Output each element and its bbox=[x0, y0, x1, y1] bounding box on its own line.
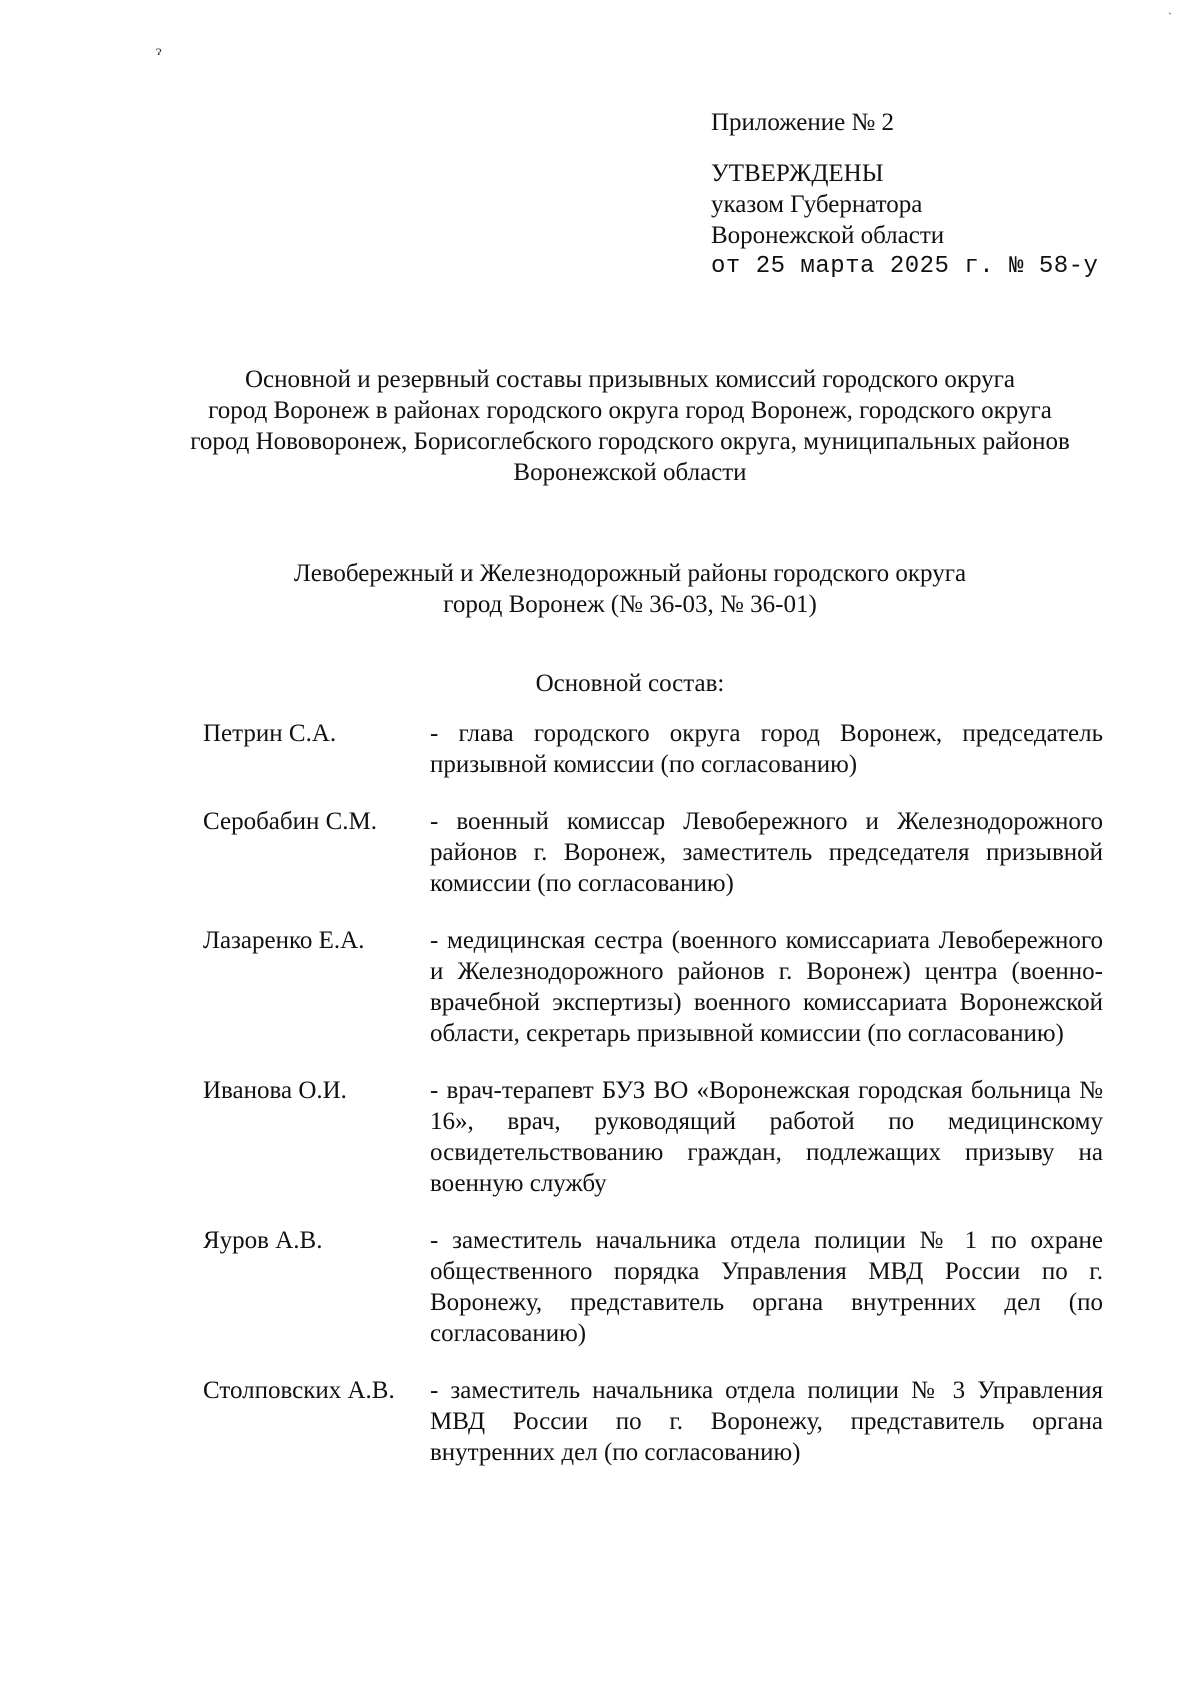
member-name: Петрин С.А. bbox=[203, 720, 337, 747]
title-line: город Воронеж в районах городского округа город Воронеж, городского округа bbox=[208, 397, 1052, 424]
member-name: Серобабин С.М. bbox=[203, 808, 378, 835]
member-role: - военный комиссар Левобережного и Железнодорожного районов г. Воронеж, заместитель председателя призывной комиссии (по согласованию) bbox=[430, 808, 1103, 897]
approved-label: УТВЕРЖДЕНЫ bbox=[711, 160, 884, 187]
district-heading bbox=[190, 558, 1070, 620]
member-name: Столповских А.В. bbox=[203, 1377, 395, 1404]
member-row bbox=[203, 718, 1103, 780]
member-row bbox=[203, 1225, 1103, 1349]
member-role: - врач-терапевт БУЗ ВО «Воронежская городская больница № 16», врач, руководящий работой по медицинскому освидетельствованию граждан, подлежащих призыву на военную службу bbox=[430, 1077, 1103, 1197]
district-line: Левобережный и Железнодорожный районы городского округа bbox=[293, 560, 967, 587]
member-name: Лазаренко Е.А. bbox=[203, 927, 365, 954]
title-line: город Нововоронеж, Борисоглебского городского округа, муниципальных районов bbox=[190, 428, 1070, 455]
member-row bbox=[203, 1375, 1103, 1468]
decree-label: указом Губернатора bbox=[711, 191, 923, 218]
member-role: - заместитель начальника отдела полиции № 1 по охране общественного порядка Управления МВД России по г. Воронежу, представитель органа внутренних дел (по согласованию) bbox=[430, 1227, 1103, 1347]
title-line: Основной и резервный составы призывных комиссий городского округа bbox=[244, 366, 1016, 393]
member-name: Иванова О.И. bbox=[203, 1077, 347, 1104]
member-role: - медицинская сестра (военного комиссариата Левобережного и Железнодорожного районов г. Воронеж) центра (военно-врачебной экспертизы) военного комиссариата Воронежской области, секретарь призывной комиссии (по согласованию) bbox=[430, 927, 1103, 1047]
scan-mark: ɂ bbox=[156, 44, 162, 59]
scan-mark: ` bbox=[1168, 10, 1172, 24]
district-line: город Воронеж (№ 36-03, № 36-01) bbox=[443, 591, 817, 618]
approval-stamp bbox=[711, 107, 1098, 282]
members-list bbox=[203, 718, 1103, 1494]
appendix-label: Приложение № 2 bbox=[711, 109, 895, 136]
member-role: - заместитель начальника отдела полиции № 3 Управления МВД России по г. Воронежу, представитель органа внутренних дел (по согласованию) bbox=[430, 1377, 1103, 1466]
section-heading: Основной состав: bbox=[535, 670, 725, 697]
title-line: Воронежской области bbox=[513, 459, 747, 486]
member-row bbox=[203, 1075, 1103, 1199]
member-role: - глава городского округа город Воронеж, председатель призывной комиссии (по согласованию) bbox=[430, 720, 1103, 778]
document-title bbox=[190, 364, 1070, 488]
decree-date-number: от 25 марта 2025 г. № 58-у bbox=[711, 253, 1099, 280]
member-row bbox=[203, 925, 1103, 1049]
member-row bbox=[203, 806, 1103, 899]
member-name: Яуров А.В. bbox=[203, 1227, 323, 1254]
region-label: Воронежской области bbox=[711, 222, 945, 249]
